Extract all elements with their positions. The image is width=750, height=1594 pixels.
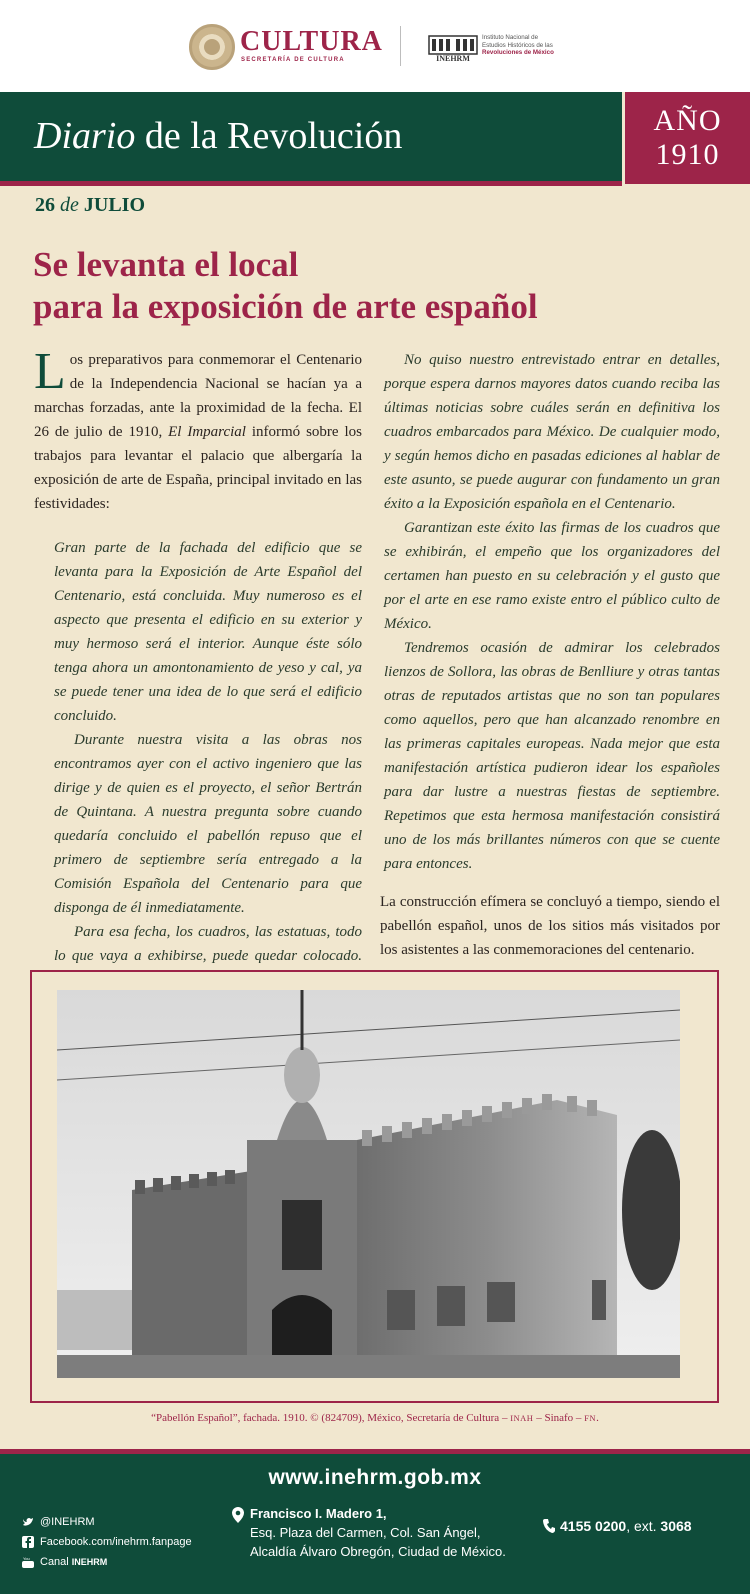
intro-paragraph: Los preparativos para conmemorar el Centenario de la Independencia Nacional se hacían ya a marchas forzadas, ante la proximidad de la fecha. El 26 de julio de 1910, El Imparcial informó sobre los trabajos para levantar el palacio que albergaría la exposición de arte de España, principal invitado en las festividades: [34, 343, 362, 512]
logo-divider [400, 26, 401, 66]
publication-title: Diario de la Revolución [34, 115, 403, 157]
address: Francisco I. Madero 1, Esq. Plaza del Carmen, Col. San Ángel, Alcaldía Álvaro Obregón, Ciudad de México. [250, 1504, 506, 1561]
cultura-logo-text: CULTURA [240, 26, 383, 57]
inehrm-building-icon [428, 30, 478, 62]
quote-paragraph: Durante nuestra visita a las obras nos encontramos ayer con el activo ingeniero que las dirige y de quien es el proyecto, el señor Bertrán de Quintana. A nuestra pregunta sobre cuando quedaría concluido el pabellón repuso que el primero de septiembre sería entregado a la Comisión Española del Centenario para que disponga de él inmediatamente. [54, 732, 362, 916]
social-links [22, 1512, 192, 1572]
inehrm-logo-text: Instituto Nacional de Estudios Históricos de las Revoluciones de México [482, 34, 554, 56]
mexico-seal-icon [189, 24, 235, 70]
phone-icon [542, 1518, 556, 1534]
phone-number[interactable]: 4155 0200, ext. 3068 [560, 1518, 692, 1534]
quote-paragraph: Gran parte de la fachada del edificio que se levanta para la Exposición de Arte Español del Centenario, está concluida. Muy numeroso es el aspecto que presenta el edificio en su exterior y muy hermoso será el interior. Aunque éste sólo tenga ahora un amontonamiento de yeso y cal, ya se puede tener una idea de lo que será el edificio concluido. [54, 540, 362, 724]
quote-block-right [384, 348, 720, 876]
drop-cap: L [34, 343, 66, 400]
year-label: AÑO [653, 104, 722, 137]
quote-paragraph: No quiso nuestro entrevistado entrar en detalles, porque espera darnos mayores datos cuando reciba las últimas noticias sobre cuáles serán en definitiva los cuadros embarcados para México. De cualquier modo, y según hemos dicho en pasadas ediciones al hablar de este asunto, se puede augurar con fundamento un gran éxito a la Exposición española en el Centenario. [384, 352, 720, 512]
quote-paragraph: Para esa fecha, los cuadros, las estatuas, todo lo que vaya a exhibirse, puede quedar colocado. [54, 924, 362, 964]
quote-paragraph: Garantizan este éxito las firmas de los cuadros que se exhibirán, el empeño que los organizadores del certamen han puesto en su celebración y el gusto que por el arte en ese ramo existe entro el público culto de México. [384, 520, 720, 632]
inehrm-acronym: INEHRM [436, 54, 470, 62]
location-pin-icon [232, 1507, 244, 1523]
quote-paragraph: Tendremos ocasión de admirar los celebrados lienzos de Sollora, las obras de Benlliure y otras tantas otras de reputados artistas que no son tan populares como aquellos, pero que han alcanzado renombre en las primeras capitales europeas. Nada mejor que esta manifestación artística pudieron idear los españoles para dar lustre a nuestras fiestas de septiembre. Repetimos que esta hermosa manifestación consistirá uno de los más brillantes números con que se cuente para entonces. [384, 640, 720, 872]
newspaper-name: El Imparcial [168, 424, 246, 440]
article-title: Se levanta el local para la exposición de arte español [33, 245, 538, 326]
year-box [625, 92, 750, 184]
twitter-link[interactable]: @INEHRM [22, 1512, 192, 1532]
facebook-icon [22, 1536, 34, 1548]
youtube-icon [22, 1556, 34, 1568]
facebook-link[interactable]: Facebook.com/inehrm.fanpage [22, 1532, 192, 1552]
photo-caption: “Pabellón Español”, fachada. 1910. © (824709), México, Secretaría de Cultura – INAH – Sinafo – FN. [151, 1412, 599, 1424]
logo-bar [0, 0, 750, 92]
closing-paragraph: La construcción efímera se concluyó a tiempo, siendo el pabellón español, unos de los sitios más visitados por los asistentes a las conmemoraciones del centenario. [380, 894, 720, 958]
footer [0, 1454, 750, 1594]
twitter-icon [22, 1516, 34, 1528]
year-value: 1910 [655, 138, 720, 171]
cultura-logo-subtitle: SECRETARÍA DE CULTURA [241, 57, 345, 63]
youtube-link[interactable]: You Canal INEHRM [23, 1556, 108, 1568]
svg-text:You: You [23, 1556, 30, 1561]
article-column-right [380, 348, 720, 962]
header-accent-line [0, 181, 622, 186]
pabellon-espanol-photo [57, 990, 680, 1378]
article-date: 26 de JULIO [35, 194, 146, 216]
website-link[interactable]: www.inehrm.gob.mx [268, 1466, 482, 1489]
